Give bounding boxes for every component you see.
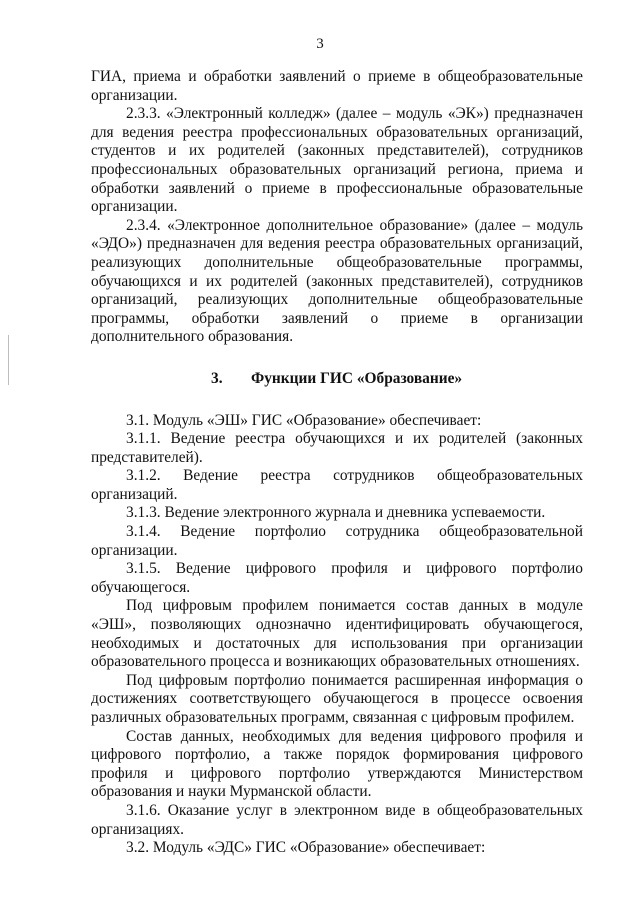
paragraph-3-1-6: 3.1.6. Оказание услуг в электронном виде в общеобразовательных организациях.	[91, 801, 583, 838]
paragraph-3-2: 3.2. Модуль «ЭДС» ГИС «Образование» обеспечивает:	[126, 839, 486, 857]
paragraph-digital-profile: Под цифровым профилем понимается состав данных в модуле «ЭШ», позволяющих однозначно идентифицировать обучающегося, необходимых и достаточных для использования при организации образовательного процесса и возникающих образовательных отношениях.	[91, 597, 583, 671]
paragraph-3-1-2: 3.1.2. Ведение реестра сотрудников общеобразовательных организаций.	[91, 467, 583, 503]
page-number: 3	[316, 36, 324, 52]
paragraph-3-1-4: 3.1.4. Ведение портфолио сотрудника общеобразовательной организации.	[91, 523, 583, 559]
section-title: Функции ГИС «Образование»	[251, 369, 463, 387]
section-number: 3.	[211, 369, 223, 387]
paragraph-2-3-4: 2.3.4. «Электронное дополнительное образование» (далее – модуль «ЭДО») предназначен для ведения реестра образовательных организаций, реализующих дополнительные общеобразовательные программы, обучающихся и их родителей (законных представителей), сотрудников организаций, реализующих дополнительные общеобразовательные программы, обработки заявлений о приеме в организации дополнительного образования.	[91, 216, 583, 346]
paragraph-digital-portfolio: Под цифровым портфолио понимается расширенная информация о достижениях соответствующего обучающегося в процессе освоения различных образовательных программ, связанная с цифровым профилем.	[91, 671, 583, 726]
document-body	[91, 68, 583, 858]
paragraph-3-1-1: 3.1.1. Ведение реестра обучающихся и их родителей (законных представителей).	[91, 430, 583, 466]
paragraph-data-composition: Состав данных, необходимых для ведения цифрового профиля и цифрового портфолио, а также порядок формирования цифрового профиля и цифрового портфолио утверждаются Министерством образования и науки Мурманской области.	[91, 727, 583, 801]
paragraph-3-1: 3.1. Модуль «ЭШ» ГИС «Образование» обеспечивает:	[126, 411, 482, 429]
scan-margin-mark	[8, 335, 9, 385]
paragraph-gia-continuation: ГИА, приема и обработки заявлений о приеме в общеобразовательные организации.	[91, 68, 583, 104]
paragraph-2-3-3: 2.3.3. «Электронный колледж» (далее – модуль «ЭК») предназначен для ведения реестра профессиональных образовательных организаций, студентов и их родителей (законных представителей), сотрудников профессиональных образовательных организаций региона, приема и обработки заявлений о приеме в профессиональные образовательные организации.	[91, 105, 583, 216]
paragraph-3-1-3: 3.1.3. Ведение электронного журнала и дневника успеваемости.	[126, 504, 546, 522]
paragraph-3-1-5: 3.1.5. Ведение цифрового профиля и цифрового портфолио обучающегося.	[91, 560, 583, 596]
section-heading	[91, 370, 583, 389]
